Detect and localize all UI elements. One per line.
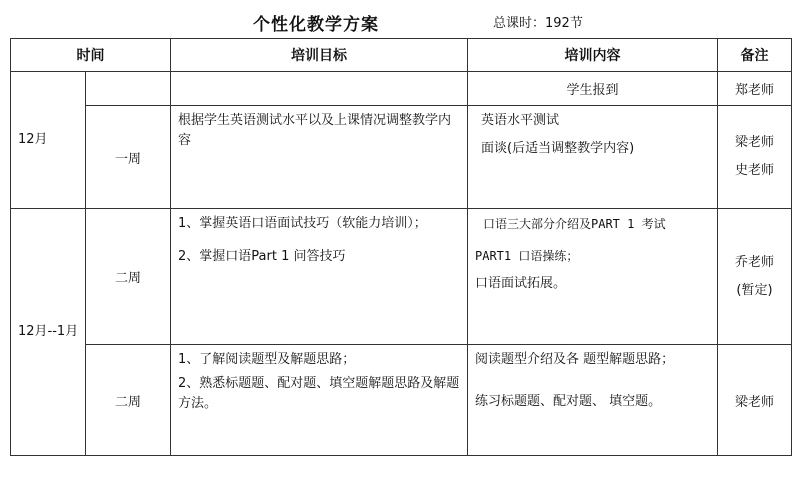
note-line: 梁老师	[734, 135, 774, 150]
column-header-content: 培训内容	[468, 39, 718, 72]
column-header-goal: 培训目标	[171, 39, 468, 72]
content-line: 口语面试拓展。	[475, 276, 567, 291]
content-cell: 学生报到	[468, 72, 718, 106]
content-line: 练习标题题、配对题、 填空题。	[475, 394, 662, 409]
goal-line: 2、熟悉标题题、配对题、填空题解题思路及解题方法。	[178, 376, 460, 411]
week-cell: 二周	[86, 345, 171, 456]
column-header-time: 时间	[11, 39, 171, 72]
content-line: PART1 口语操练；	[475, 249, 579, 263]
document-header	[0, 8, 800, 36]
week-cell: 二周	[86, 209, 171, 345]
content-cell	[468, 345, 718, 456]
total-hours: 总课时：192节	[493, 16, 583, 31]
note-cell: 郑老师	[718, 72, 792, 106]
column-header-note: 备注	[718, 39, 792, 72]
goal-cell-empty	[171, 72, 468, 106]
goal-cell	[171, 345, 468, 456]
goal-cell	[171, 209, 468, 345]
table-row	[11, 72, 792, 106]
week-cell: 一周	[86, 106, 171, 209]
month-cell: 12月	[11, 72, 86, 209]
note-cell	[718, 209, 792, 345]
content-line: 英语水平测试	[481, 113, 560, 128]
document-title: 个性化教学方案	[253, 15, 379, 35]
week-cell-empty	[86, 72, 171, 106]
goal-line: 1、掌握英语口语面试技巧（软能力培训）；	[178, 216, 427, 231]
note-cell: 梁老师	[718, 345, 792, 456]
content-cell	[468, 209, 718, 345]
note-line: (暂定)	[736, 282, 773, 298]
note-line: 史老师	[734, 163, 774, 178]
note-line: 乔老师	[734, 254, 774, 270]
content-line: 面谈(后适当调整教学内容)	[481, 141, 635, 156]
table-row	[11, 345, 792, 456]
note-cell	[718, 106, 792, 209]
goal-cell: 根据学生英语测试水平以及上课情况调整教学内容	[171, 106, 468, 209]
content-cell	[468, 106, 718, 209]
table-header-row	[11, 39, 792, 72]
table-row	[11, 106, 792, 209]
goal-line: 2、掌握口语Part 1 问答技巧	[178, 249, 346, 264]
goal-line: 1、了解阅读题型及解题思路；	[178, 352, 356, 367]
table-row	[11, 209, 792, 345]
teaching-plan-table	[10, 38, 792, 456]
content-line: 口语三大部分介绍及PART 1 考试	[483, 217, 666, 231]
month-cell: 12月--1月	[11, 209, 86, 456]
content-line: 阅读题型介绍及各 题型解题思路；	[475, 352, 675, 367]
